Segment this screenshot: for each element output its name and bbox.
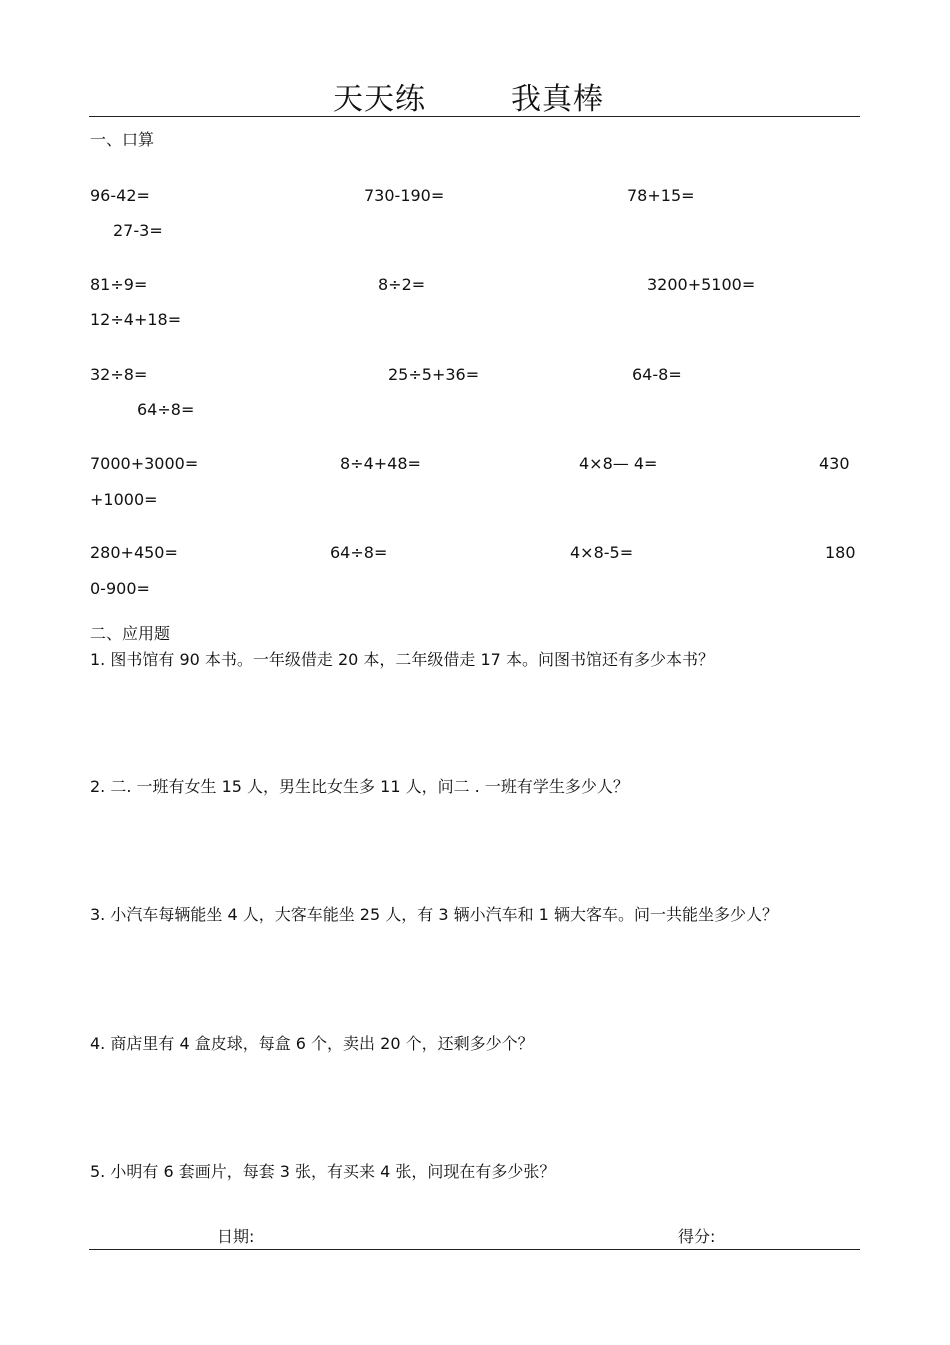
- oral-item: 25÷5+36=: [388, 365, 480, 384]
- oral-item: +1000=: [90, 490, 158, 509]
- worksheet-title: [89, 70, 860, 116]
- oral-item: 81÷9=: [90, 275, 148, 294]
- oral-item: 3200+5100=: [647, 275, 756, 294]
- word-problem: 4. 商店里有 4 盒皮球，每盒 6 个，卖出 20 个，还剩多少个？: [90, 1034, 534, 1053]
- oral-item: 96-42=: [90, 186, 150, 205]
- word-problem: 3. 小汽车每辆能坐 4 人，大客车能坐 25 人，有 3 辆小汽车和 1 辆大客车。问一共能坐多少人？: [90, 905, 778, 924]
- date-label: 日期:: [217, 1227, 255, 1246]
- title-right: 我真棒: [511, 82, 604, 117]
- word-problem: 1. 图书馆有 90 本书。一年级借走 20 本，二年级借走 17 本。问图书馆还有多少本书？: [90, 650, 714, 669]
- oral-item: 32÷8=: [90, 365, 148, 384]
- oral-item: 4×8— 4=: [579, 454, 658, 473]
- oral-item: 4×8-5=: [570, 543, 634, 562]
- oral-item: 0-900=: [90, 579, 150, 598]
- oral-item: 430: [819, 454, 850, 473]
- oral-item: 730-190=: [364, 186, 445, 205]
- oral-item: 12÷4+18=: [90, 310, 182, 329]
- oral-item: 280+450=: [90, 543, 178, 562]
- footer-rule: [89, 1249, 860, 1250]
- oral-item: 64-8=: [632, 365, 682, 384]
- oral-item: 180: [825, 543, 856, 562]
- word-problem: 2. 二. 一班有女生 15 人，男生比女生多 11 人，问二 . 一班有学生多少人？: [90, 777, 629, 796]
- oral-item: 8÷4+48=: [340, 454, 421, 473]
- title-rule: [89, 116, 860, 117]
- word-problem: 5. 小明有 6 套画片，每套 3 张，有买来 4 张，问现在有多少张？: [90, 1162, 556, 1181]
- oral-item: 27-3=: [113, 221, 163, 240]
- oral-item: 64÷8=: [330, 543, 388, 562]
- section-oral-heading: 一、口算: [90, 130, 155, 149]
- title-left: 天天练: [333, 82, 426, 117]
- oral-item: 64÷8=: [137, 400, 195, 419]
- section-word-problems-heading: 二、应用题: [90, 624, 171, 643]
- oral-item: 8÷2=: [378, 275, 426, 294]
- oral-item: 78+15=: [627, 186, 695, 205]
- score-label: 得分:: [678, 1227, 716, 1246]
- oral-item: 7000+3000=: [90, 454, 199, 473]
